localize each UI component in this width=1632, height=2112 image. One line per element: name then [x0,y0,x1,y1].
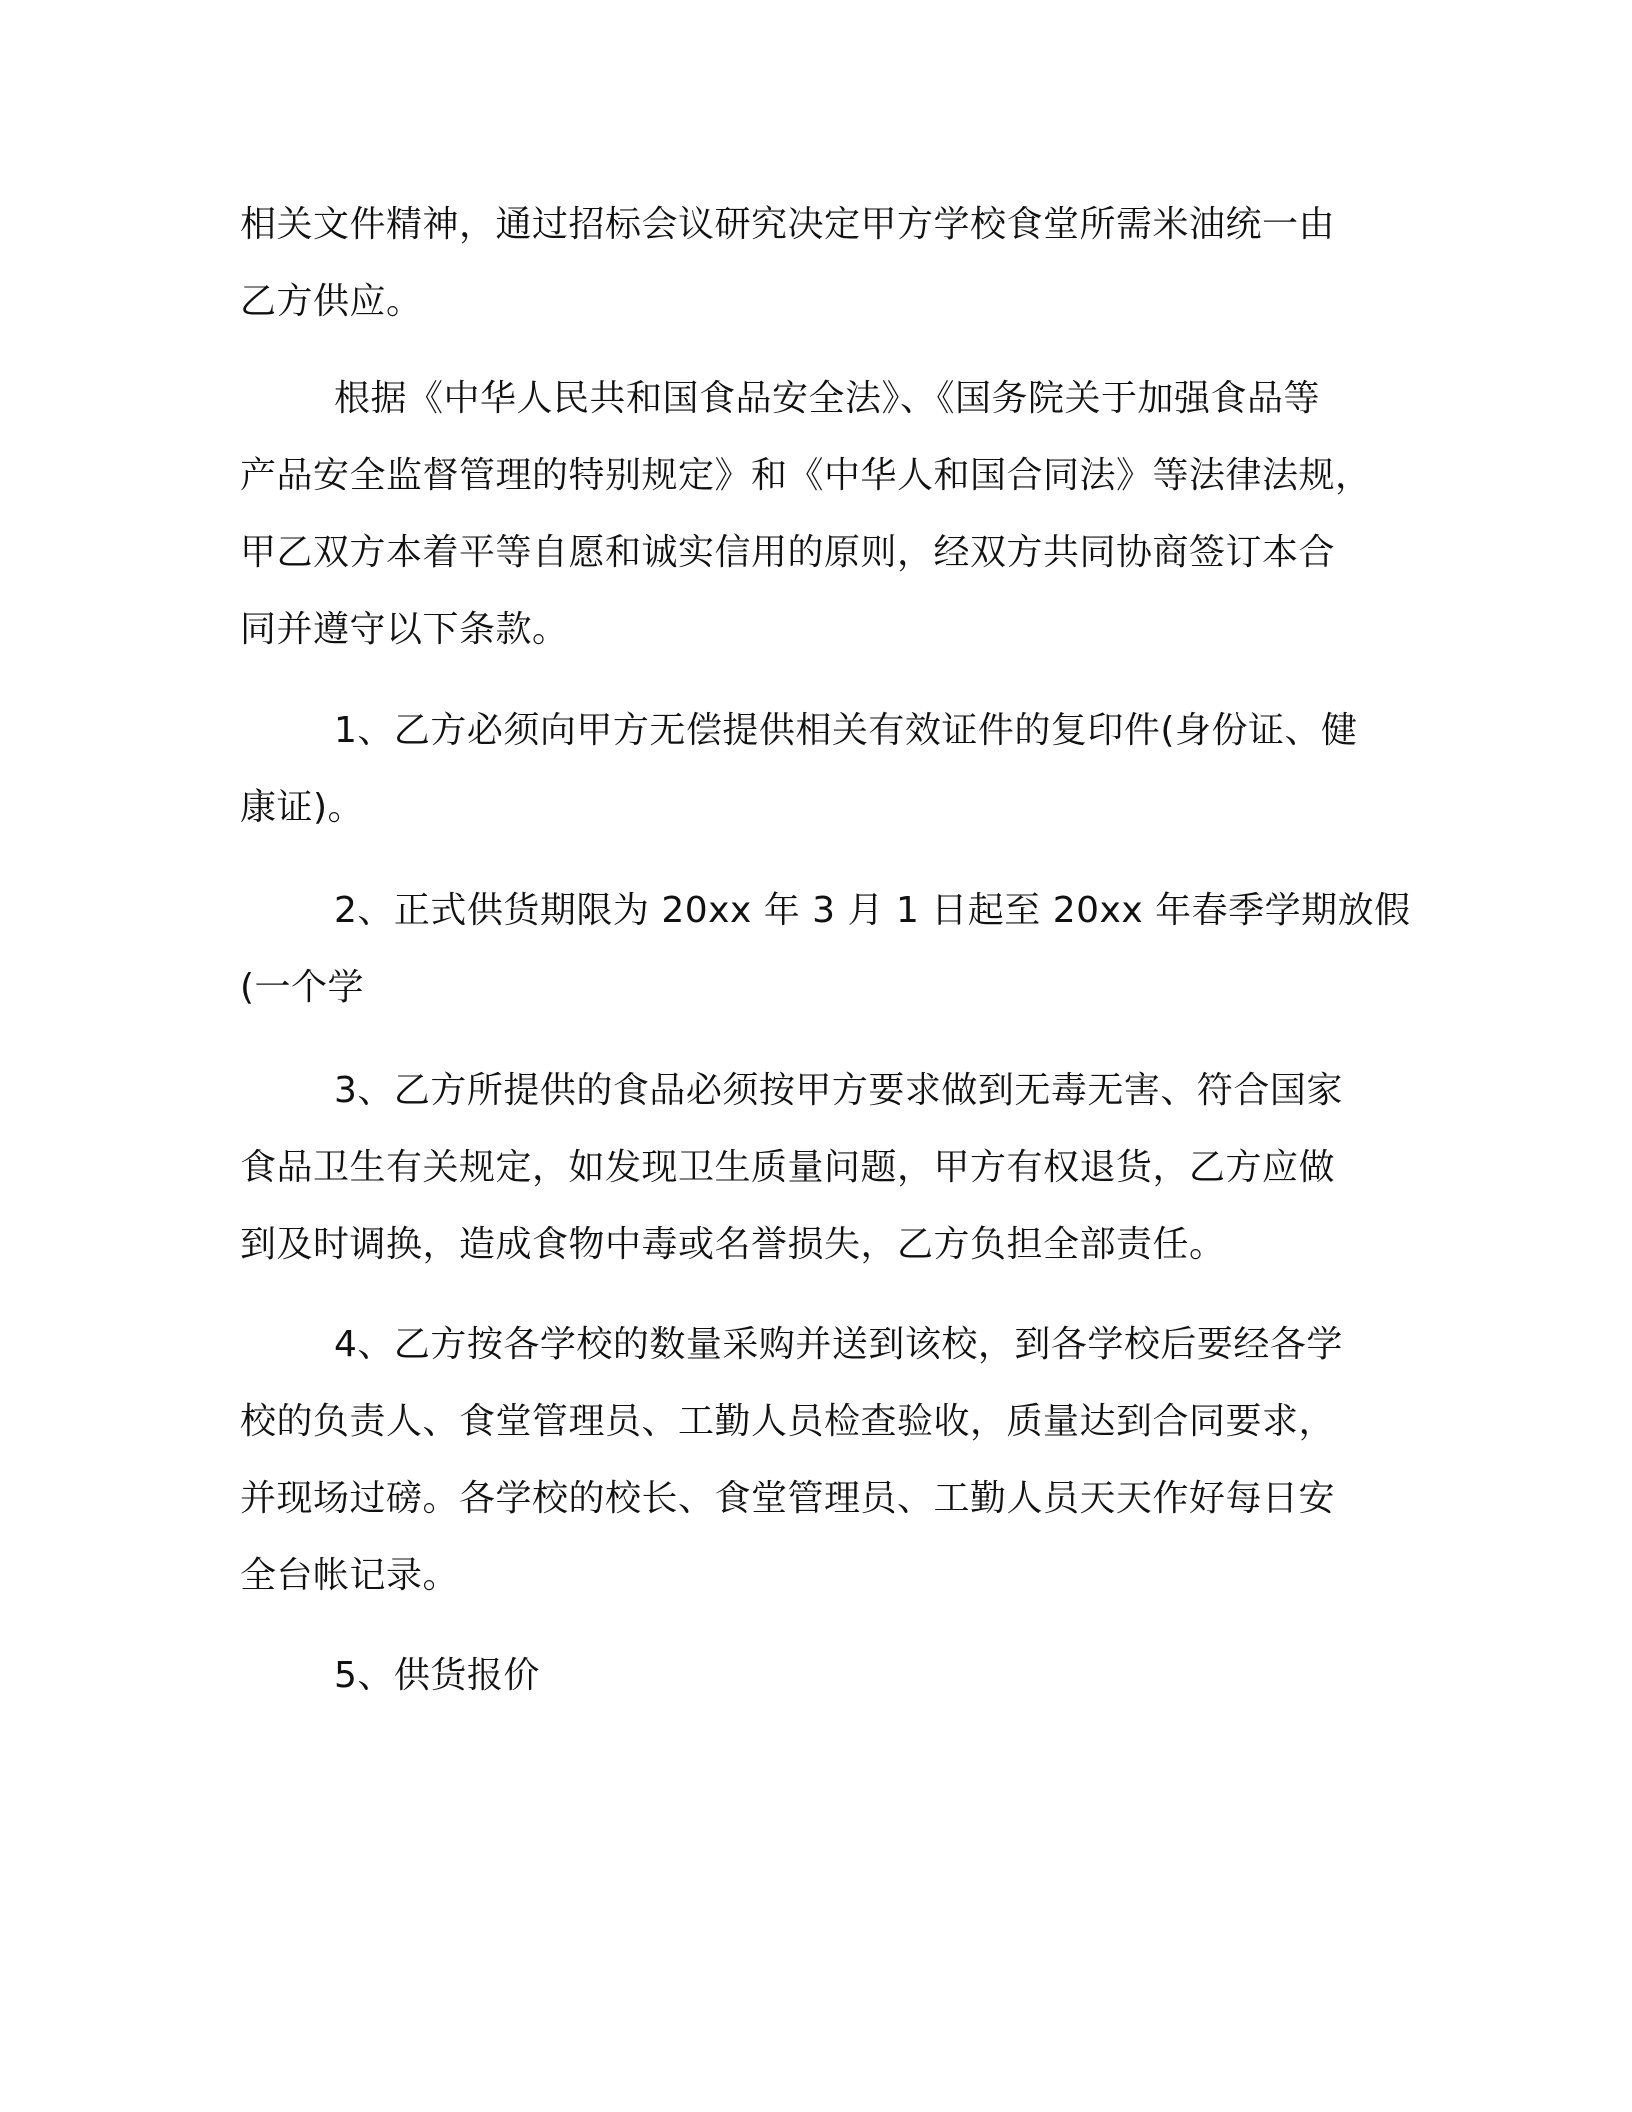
text-line: 1、乙方必须向甲方无偿提供相关有效证件的复印件(身份证、健 [334,710,1358,751]
paragraph-clause-5 [240,1637,1410,1714]
text-line: 康证)。 [240,787,365,828]
paragraph-clause-4 [240,1306,1410,1614]
paragraph-tender-decision [240,186,1410,340]
text-line: 同并遵守以下条款。 [240,609,569,650]
text-line: 乙方供应。 [240,281,423,322]
text-line: 2、正式供货期限为 20xx 年 3 月 1 日起至 20xx 年春季学期放假 [334,890,1411,931]
text-line: 甲乙双方本着平等自愿和诚实信用的原则，经双方共同协商签订本合 [240,532,1336,573]
paragraph-clause-2 [240,872,1410,1026]
paragraph-legal-basis [240,360,1410,668]
text-line: 并现场过磅。各学校的校长、食堂管理员、工勤人员天天作好每日安 [240,1478,1336,1519]
text-line: 校的负责人、食堂管理员、工勤人员检查验收，质量达到合同要求， [240,1401,1336,1442]
text-line: (一个学 [240,967,365,1008]
text-line: 全台帐记录。 [240,1555,460,1596]
text-line: 相关文件精神，通过招标会议研究决定甲方学校食堂所需米油统一由 [240,204,1336,245]
paragraph-clause-1 [240,692,1410,846]
text-line: 产品安全监督管理的特别规定》和《中华人和国合同法》等法律法规， [240,455,1372,496]
text-line: 4、乙方按各学校的数量采购并送到该校，到各学校后要经各学 [334,1324,1343,1365]
text-line: 5、供货报价 [334,1655,540,1696]
text-line: 到及时调换，造成食物中毒或名誉损失，乙方负担全部责任。 [240,1224,1226,1265]
paragraph-clause-3 [240,1052,1410,1283]
text-line: 3、乙方所提供的食品必须按甲方要求做到无毒无害、符合国家 [334,1070,1343,1111]
text-line: 食品卫生有关规定，如发现卫生质量问题，甲方有权退货，乙方应做 [240,1147,1336,1188]
text-line: 根据《中华人民共和国食品安全法》、《国务院关于加强食品等 [334,378,1321,419]
